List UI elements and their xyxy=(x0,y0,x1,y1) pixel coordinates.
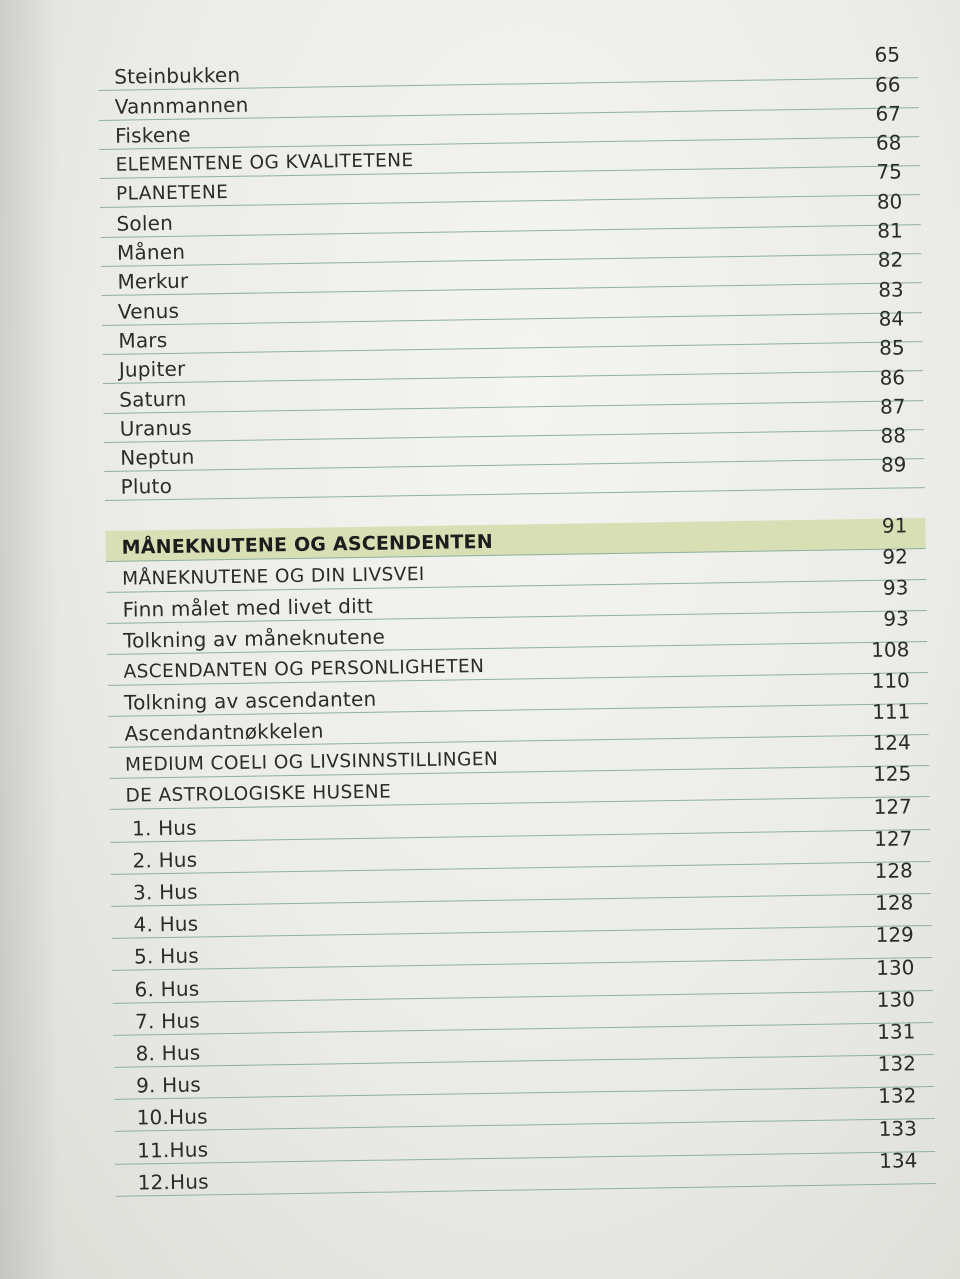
toc-entry-page-number: 93 xyxy=(883,606,910,632)
toc-entry-title: 10.Hus xyxy=(136,1104,208,1130)
toc-entry-title: MÅNEKNUTENE OG DIN LIVSVEI xyxy=(121,563,425,590)
toc-entry-page-number: 132 xyxy=(877,1083,917,1109)
table-of-contents xyxy=(98,42,936,1196)
toc-entry-title: Uranus xyxy=(119,415,193,441)
toc-entry-title: PLANETENE xyxy=(115,181,229,205)
toc-entry-page-number: 127 xyxy=(873,793,912,819)
toc-entry-page-number: 132 xyxy=(877,1051,917,1077)
toc-entry-title: Jupiter xyxy=(118,356,186,382)
toc-entry-title: Tolkning av måneknutene xyxy=(122,625,386,654)
toc-entry-page-number: 110 xyxy=(871,668,911,694)
toc-entry-page-number: 82 xyxy=(877,247,904,273)
toc-entry-page-number: 111 xyxy=(871,699,911,725)
toc-entry-title: Finn målet med livet ditt xyxy=(122,594,374,623)
toc-entry-title: ELEMENTENE OG KVALITETENE xyxy=(115,149,414,176)
toc-entry-title: Vannmannen xyxy=(114,92,249,119)
toc-entry-title: 1. Hus xyxy=(131,815,198,841)
toc-entry-title: 7. Hus xyxy=(134,1008,201,1034)
toc-entry-page-number: 91 xyxy=(881,513,908,539)
toc-entry-title: Merkur xyxy=(117,268,189,295)
toc-entry-title: MÅNEKNUTENE OG ASCENDENTEN xyxy=(121,531,494,560)
toc-entry-page-number: 68 xyxy=(875,130,902,155)
toc-entry-title: 3. Hus xyxy=(132,879,199,905)
toc-entry-page-number: 67 xyxy=(875,101,902,126)
toc-entry-page-number: 87 xyxy=(879,394,906,419)
toc-entry-page-number: 129 xyxy=(875,922,914,948)
toc-entry-title: 6. Hus xyxy=(134,976,200,1002)
toc-entry-title: MEDIUM COELI OG LIVSINNSTILLINGEN xyxy=(124,748,499,776)
toc-entry-page-number: 89 xyxy=(880,452,907,478)
toc-entry-title: Venus xyxy=(117,298,180,324)
toc-entry-page-number: 108 xyxy=(870,637,910,663)
toc-entry-title: 5. Hus xyxy=(133,943,200,969)
toc-entry-page-number: 130 xyxy=(876,987,916,1012)
toc-group-zodiac-planets xyxy=(98,42,925,501)
toc-entry-page-number: 81 xyxy=(877,218,903,243)
toc-entry-title: Saturn xyxy=(119,386,187,412)
toc-entry-title: DE ASTROLOGISKE HUSENE xyxy=(125,781,392,807)
toc-entry-page-number: 66 xyxy=(874,71,901,97)
toc-entry-title: 12.Hus xyxy=(137,1169,209,1195)
toc-entry-title: Pluto xyxy=(120,474,173,500)
toc-entry-title: 9. Hus xyxy=(135,1072,202,1098)
toc-entry-page-number: 65 xyxy=(874,42,901,68)
toc-entry-title: 11.Hus xyxy=(136,1136,209,1163)
toc-entry-page-number: 88 xyxy=(880,423,907,448)
toc-entry-page-number: 127 xyxy=(873,826,913,851)
toc-entry-page-number: 128 xyxy=(874,890,914,916)
toc-entry-page-number: 125 xyxy=(872,761,912,787)
toc-entry-title: Fiskene xyxy=(114,122,191,148)
toc-entry-title: Tolkning av ascendanten xyxy=(123,687,377,716)
toc-entry-title: 8. Hus xyxy=(135,1040,201,1066)
toc-entry-title: Steinbukken xyxy=(114,63,241,90)
toc-entry-page-number: 92 xyxy=(882,544,909,570)
toc-entry-title: Solen xyxy=(116,210,174,236)
toc-entry-page-number: 128 xyxy=(874,858,913,883)
toc-entry-title: Ascendantnøkkelen xyxy=(124,718,324,747)
toc-entry-title: 4. Hus xyxy=(133,911,199,937)
toc-entry-page-number: 80 xyxy=(876,189,903,214)
toc-entry-page-number: 84 xyxy=(878,306,905,331)
toc-entry-title: Månen xyxy=(116,239,186,265)
toc-entry-title: Neptun xyxy=(120,444,195,470)
toc-entry-page-number: 83 xyxy=(878,277,904,302)
toc-entry-page-number: 85 xyxy=(878,335,905,361)
toc-entry-page-number: 124 xyxy=(872,730,911,756)
toc-entry-title: ASCENDANTEN OG PERSONLIGHETEN xyxy=(123,655,485,683)
toc-entry-page-number: 134 xyxy=(878,1147,918,1173)
toc-entry-title: 2. Hus xyxy=(132,847,198,873)
toc-group-moon-nodes-ascendant xyxy=(105,513,929,811)
toc-entry-page-number: 130 xyxy=(875,954,915,980)
toc-entry-title: Mars xyxy=(118,327,168,353)
page-gutter-shadow xyxy=(0,0,60,1279)
toc-entry-page-number: 86 xyxy=(879,364,906,390)
toc-entry-page-number: 131 xyxy=(876,1019,916,1044)
toc-entry-page-number: 93 xyxy=(882,575,909,601)
toc-entry-page-number: 75 xyxy=(876,159,903,185)
toc-entry-page-number: 133 xyxy=(878,1115,918,1141)
